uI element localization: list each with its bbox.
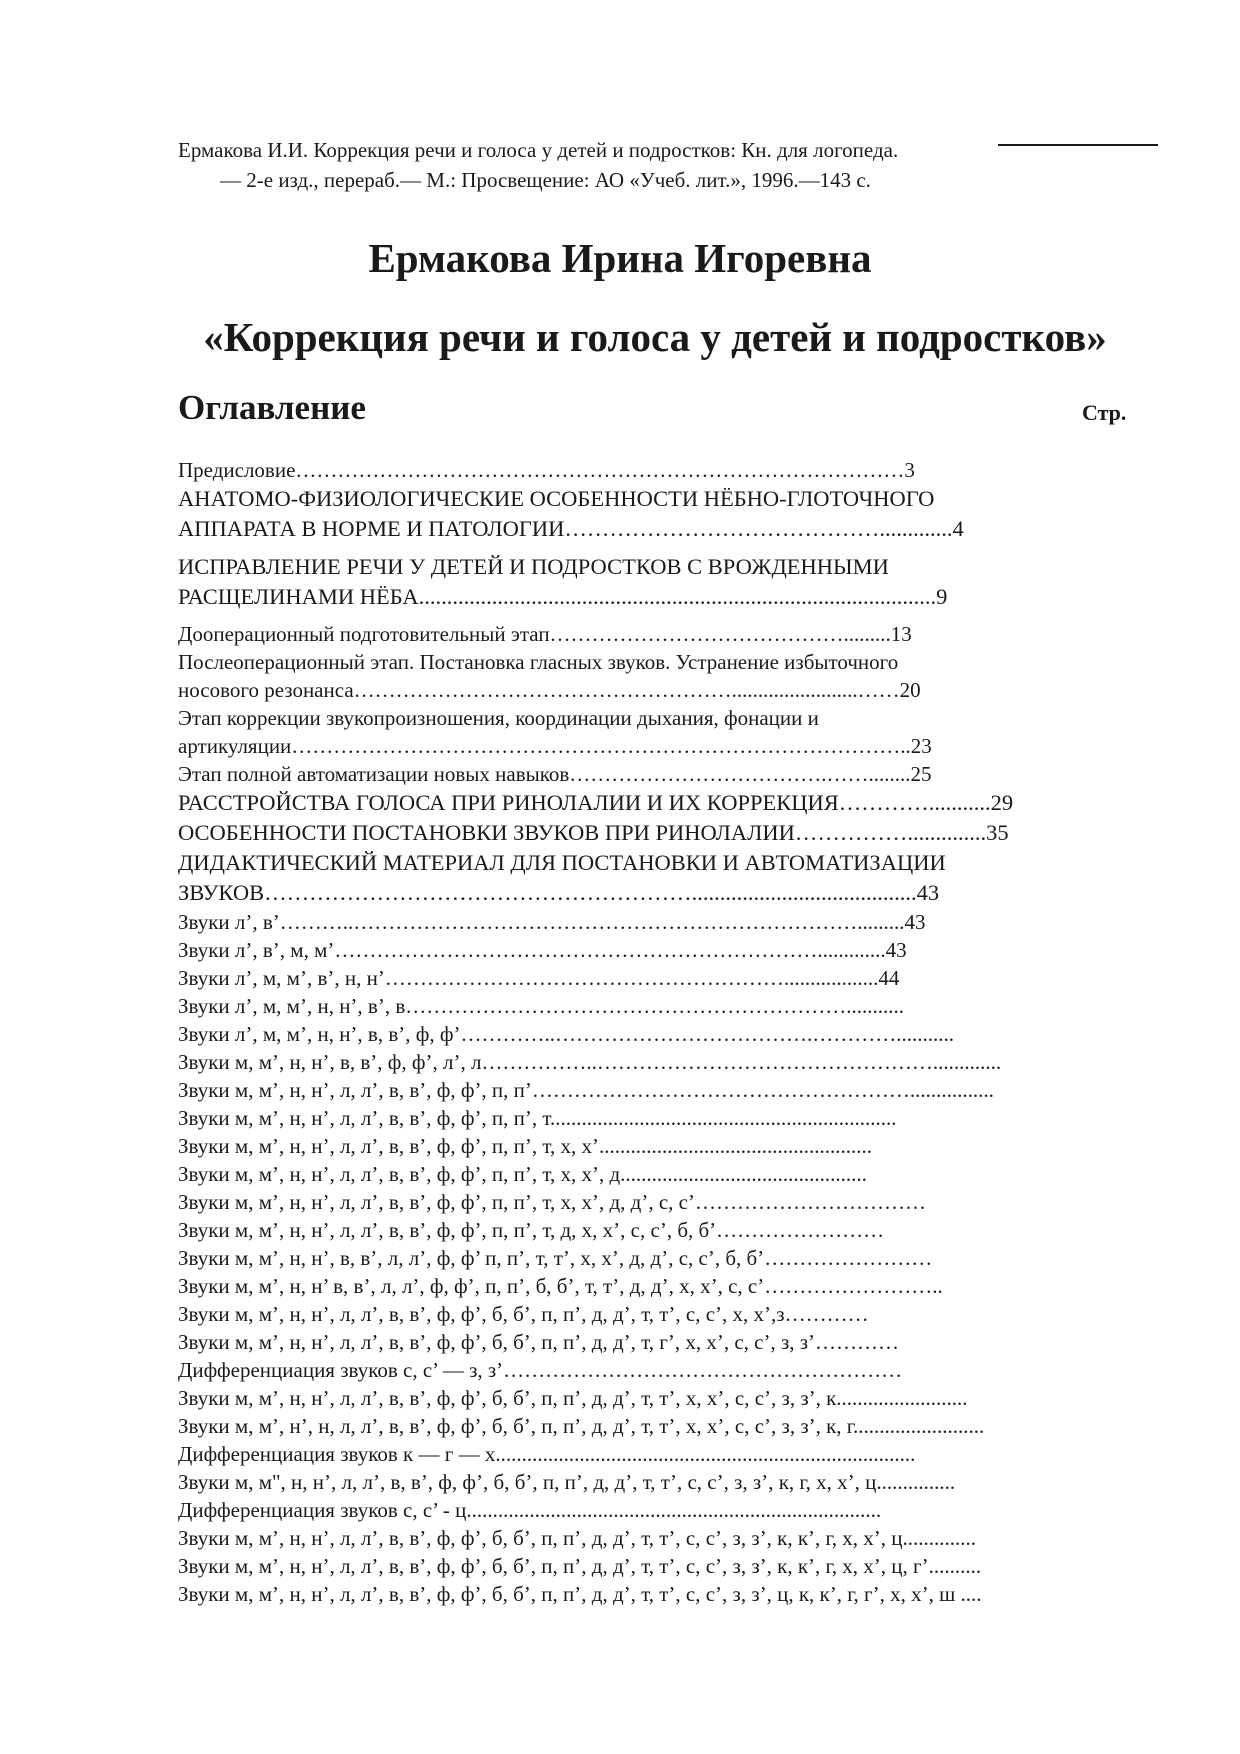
- toc-entry: РАСЩЕЛИНАМИ НЁБА............................................................................................9: [178, 584, 948, 609]
- toc-entry: Звуки м, м", н, н’, л, л’, в, в’, ф, ф’, б, б’, п, п’, д, д’, т, т’, с, с’, з, з’, к, г, х, х’, ц...............: [178, 1470, 956, 1494]
- toc-entry: Звуки м, м’, н, н’, л, л’, в, в’, ф, ф’, п, п’………………………………………………................: [178, 1078, 994, 1102]
- toc-entry: Звуки м, м’, н, н’, л, л’, в, в’, ф, ф’, б, б’, п, п’, д, д’, т, т’, с, с’, з, з’, к, к’, г, х, х’, ц..............: [178, 1526, 976, 1550]
- toc-entry: Звуки м, м’, н, н’, в, в’, ф, ф’, л’, л……………..………………………………………….............: [178, 1050, 1002, 1074]
- toc-entry: Звуки м, м’, н, н’, л, л’, в, в’, ф, ф’, п, п’, т, х, х’, д...............................................: [178, 1162, 867, 1186]
- toc-entry: Дифференциация звуков с, с’ — з, з’…………………………………………………: [178, 1358, 903, 1382]
- toc-entry: ОСОБЕННОСТИ ПОСТАНОВКИ ЗВУКОВ ПРИ РИНОЛАЛИИ……………..............35: [178, 820, 1009, 845]
- toc-entry: Звуки л’, в’, м, м’…………………………………………………………….............43: [178, 938, 907, 962]
- toc-entry: Звуки м, м’, н, н’, л, л’, в, в’, ф, ф’, п, п’, т, х, х’....................................................: [178, 1134, 872, 1158]
- toc-entry: ДИДАКТИЧЕСКИЙ МАТЕРИАЛ ДЛЯ ПОСТАНОВКИ И АВТОМАТИЗАЦИИ: [178, 850, 946, 875]
- citation-line-2: — 2-е изд., перераб.— М.: Просвещение: АО «Учеб. лит.», 1996.—143 с.: [220, 168, 871, 192]
- toc-entry: Дифференциация звуков с, с’ - ц...............................................................................: [178, 1498, 882, 1522]
- toc-entry: Дифференциация звуков к — г — х................................................................................: [178, 1442, 916, 1466]
- toc-entry: Послеоперационный этап. Постановка гласных звуков. Устранение избыточного: [178, 650, 899, 674]
- toc-entry: ИСПРАВЛЕНИЕ РЕЧИ У ДЕТЕЙ И ПОДРОСТКОВ С ВРОЖДЕННЫМИ: [178, 554, 889, 579]
- toc-entry: АППАРАТА В НОРМЕ И ПАТОЛОГИИ…………………………………….............4: [178, 516, 964, 541]
- header-rule: [998, 144, 1158, 146]
- toc-entry: Звуки м, м’, н, н’, л, л’, в, в’, ф, ф’, б, б’, п, п’, д, д’, т, т’, с, с’, х, х’,з…………: [178, 1302, 869, 1326]
- toc-entry: Звуки л’, м, м’, н, н’, в, в’, ф, ф’…………..……………………………….…………...........: [178, 1022, 954, 1046]
- citation-line-1: Ермакова И.И. Коррекция речи и голоса у детей и подростков: Кн. для логопеда.: [178, 138, 899, 162]
- page-column-label: Стр.: [1082, 400, 1127, 425]
- toc-entry: Звуки л’, в’………..……………………………………………………………….........43: [178, 910, 926, 934]
- bibliographic-citation: [178, 135, 898, 195]
- toc-entry: Звуки л’, м, м’, н, н’, в’, в………………………………………………………...........: [178, 994, 904, 1018]
- toc-entry: Звуки м, м’, н, н’, л, л’, в, в’, ф, ф’, б, б’, п, п’, д, д’, т, т’, с, с’, з, з’, ц, к, к’, г, г’, х, х’, ш ....: [178, 1582, 982, 1606]
- toc-entry: Звуки м, м’, н, н’, л, л’, в, в’, ф, ф’, п, п’, т, х, х’, д, д’, с, с’……………………………: [178, 1190, 926, 1214]
- toc-entry: Звуки л’, м, м’, в’, н, н’…………………………………………………..................44: [178, 966, 900, 990]
- toc-entry: Звуки м, м’, н, н’, л, л’, в, в’, ф, ф’, п, п’, т..................................................................: [178, 1106, 897, 1130]
- toc-entry: Предисловие……………………………………………………………………………3: [178, 458, 915, 482]
- toc-entry: Звуки м, м’, н, н’ в, в’, л, л’, ф, ф’, п, п’, б, б’, т, т’, д, д’, х, х’, с, с’……………………..: [178, 1274, 943, 1298]
- toc-entry: РАССТРОЙСТВА ГОЛОСА ПРИ РИНОЛАЛИИ И ИХ КОРРЕКЦИЯ…………...........29: [178, 790, 1014, 815]
- toc-entry: артикуляции……………………………………………………………………………..23: [178, 734, 932, 758]
- toc-entry: Звуки м, м’, н, н’, в, в’, л, л’, ф, ф’ п, п’, т, т’, х, х’, д, д’, с, с’, б, б’……………………: [178, 1246, 933, 1270]
- toc-entry: носового резонанса………………………………………………........................……20: [178, 678, 921, 702]
- table-of-contents: [178, 456, 1138, 1608]
- toc-entry: АНАТОМО-ФИЗИОЛОГИЧЕСКИЕ ОСОБЕННОСТИ НЁБНО-ГЛОТОЧНОГО: [178, 486, 935, 511]
- book-title: «Коррекция речи и голоса у детей и подростков»: [203, 314, 1107, 360]
- toc-entry: Этап коррекции звукопроизношения, координации дыхания, фонации и: [178, 706, 819, 730]
- toc-entry: Звуки м, м’, н, н’, л, л’, в, в’, ф, ф’, б, б’, п, п’, д, д’, т, т’, с, с’, з, з’, к, к’, г, х, х’, ц, г’..........: [178, 1554, 982, 1578]
- toc-entry: Звуки м, м’, н, н’, л, л’, в, в’, ф, ф’, б, б’, п, п’, д, д’, т, т’, х, х’, с, с’, з, з’, к.........................: [178, 1386, 968, 1410]
- author-name: Ермакова Ирина Игоревна: [368, 235, 872, 281]
- toc-entry: Звуки м, м’, н’, н, л, л’, в, в’, ф, ф’, б, б’, п, п’, д, д’, т, т’, х, х’, с, с’, з, з’, к, г.........................: [178, 1414, 985, 1438]
- toc-entry: Звуки м, м’, н, н’, л, л’, в, в’, ф, ф’, б, б’, п, п’, д, д’, т, г’, х, х’, с, с’, з, з’…………: [178, 1330, 900, 1354]
- toc-entry: Дооперационный подготовительный этап…………………………………….........13: [178, 622, 912, 646]
- toc-entry: Звуки м, м’, н, н’, л, л’, в, в’, ф, ф’, п, п’, т, д, х, х’, с, с’, б, б’……………………: [178, 1218, 885, 1242]
- toc-entry: Этап полной автоматизации новых навыков……………………………….……........25: [178, 762, 932, 786]
- toc-entry: ЗВУКОВ…………………………………………………........................................43: [178, 880, 940, 905]
- toc-heading: Оглавление: [178, 388, 366, 427]
